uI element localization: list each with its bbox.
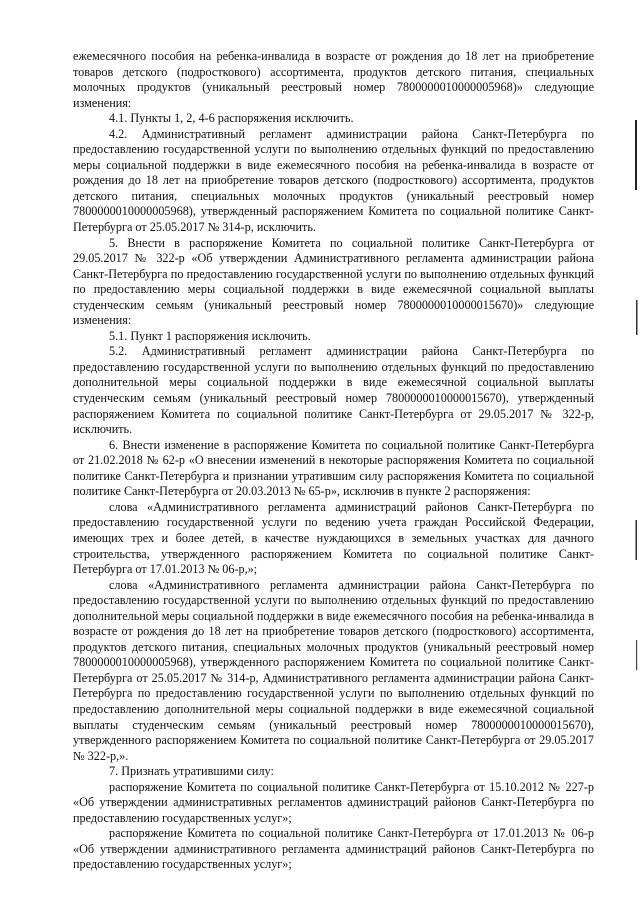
paragraph-2: 4.1. Пункты 1, 2, 4-6 распоряжения исключить. — [109, 111, 354, 126]
paragraph-6: 5.2. Административный регламент администрации района Санкт-Петербурга по предоставлению государственной услуги по выполнению отдельных функций по предоставлению дополнительной меры социальной поддержки в виде ежемесячной социальной выплаты студенческим семьям (уникальный реестровый номер 7800000010000015670), утвержденный распоряжением Комитета по социальной политике Санкт-Петербурга от 29.05.2017 № 322-р, исключить. — [73, 344, 594, 437]
paragraph-11: распоряжение Комитета по социальной политике Санкт-Петербурга от 15.10.2012 № 227-р «Об утверждении административных регламентов администраций районов Санкт-Петербурга по предоставлению государственных услуг»; — [73, 779, 594, 825]
paragraph-3: 4.2. Административный регламент администрации района Санкт-Петербурга по предоставлению государственной услуги по выполнению отдельных функций по предоставлению меры социальной поддержки в виде ежемесячного пособия на ребенка-инвалида в возрасте от рождения до 18 лет на приобретение товаров детского (подросткового) ассортимента, продуктов детского питания, специальных молочных продуктов (уникальный реестровый номер 7800000010000005968), утвержденный распоряжением Комитета по социальной политике Санкт-Петербурга от 25.05.2017 № 314-р, исключить. — [73, 126, 594, 235]
paragraph-12: распоряжение Комитета по социальной политике Санкт-Петербурга от 17.01.2013 № 06-р «Об утверждении административного регламента администраций районов Санкт-Петербурга по предоставлению государственных услуг»; — [73, 826, 594, 872]
paragraph-4: 5. Внести в распоряжение Комитета по социальной политике Санкт-Петербурга от 29.05.2017 № 322-р «Об утверждении Административного регламента администрации района Санкт-Петербурга по предоставлению государственной услуги по выполнению отдельных функций по предоставлению меры социальной поддержки в виде ежемесячной социальной выплаты студенческим семьям (уникальный реестровый номер 7800000010000015670)» следующие изменения: — [73, 235, 594, 328]
document-body — [73, 49, 594, 873]
paragraph-5: 5.1. Пункт 1 распоряжения исключить. — [109, 328, 311, 343]
scan-edge-marks — [632, 0, 640, 905]
paragraph-1: ежемесячного пособия на ребенка-инвалида в возрасте от рождения до 18 лет на приобретение товаров детского (подросткового) ассортимента, продуктов детского питания, специальных молочных продуктов (уникальный реестровый номер 7800000010000005968)» следующие изменения: — [73, 49, 594, 110]
paragraph-10: 7. Признать утратившими силу: — [109, 764, 274, 779]
paragraph-9: слова «Административного регламента администрации района Санкт-Петербурга по предоставлению государственной услуги по выполнению отдельных функций по предоставлению дополнительной меры социальной поддержки в виде ежемесячного пособия на ребенка-инвалида в возрасте от рождения до 18 лет на приобретение товаров детского (подросткового) ассортимента, продуктов детского питания, специальных молочных продуктов (уникальный реестровый номер 7800000010000005968), утвержденного распоряжением Комитета по социальной политике Санкт-Петербурга от 25.05.2017 № 314-р, Административного регламента администрации района Санкт-Петербурга по предоставлению государственной услуги по выполнению отдельных функций по предоставлению дополнительной меры социальной поддержки в виде ежемесячной социальной выплаты студенческим семьям (уникальный реестровый номер 7800000010000015670), утвержденного распоряжением Комитета по социальной политике Санкт-Петербурга от 29.05.2017 № 322-р,». — [73, 577, 594, 763]
paragraph-7: 6. Внести изменение в распоряжение Комитета по социальной политике Санкт-Петербурга от 21.02.2018 № 62-р «О внесении изменений в некоторые распоряжения Комитета по социальной политике Санкт-Петербурга и признании утратившим силу распоряжения Комитета по социальной политике Санкт-Петербурга от 20.03.2013 № 65-р», исключив в пункте 2 распоряжения: — [73, 437, 594, 499]
paragraph-8: слова «Административного регламента администраций районов Санкт-Петербурга по предоставлению государственной услуги по ведению учета граждан Российской Федерации, имеющих трех и более детей, в качестве нуждающихся в земельных участках для дачного строительства, утвержденного распоряжением Комитета по социальной политике Санкт-Петербурга от 17.01.2013 № 06-р,»; — [73, 499, 594, 577]
